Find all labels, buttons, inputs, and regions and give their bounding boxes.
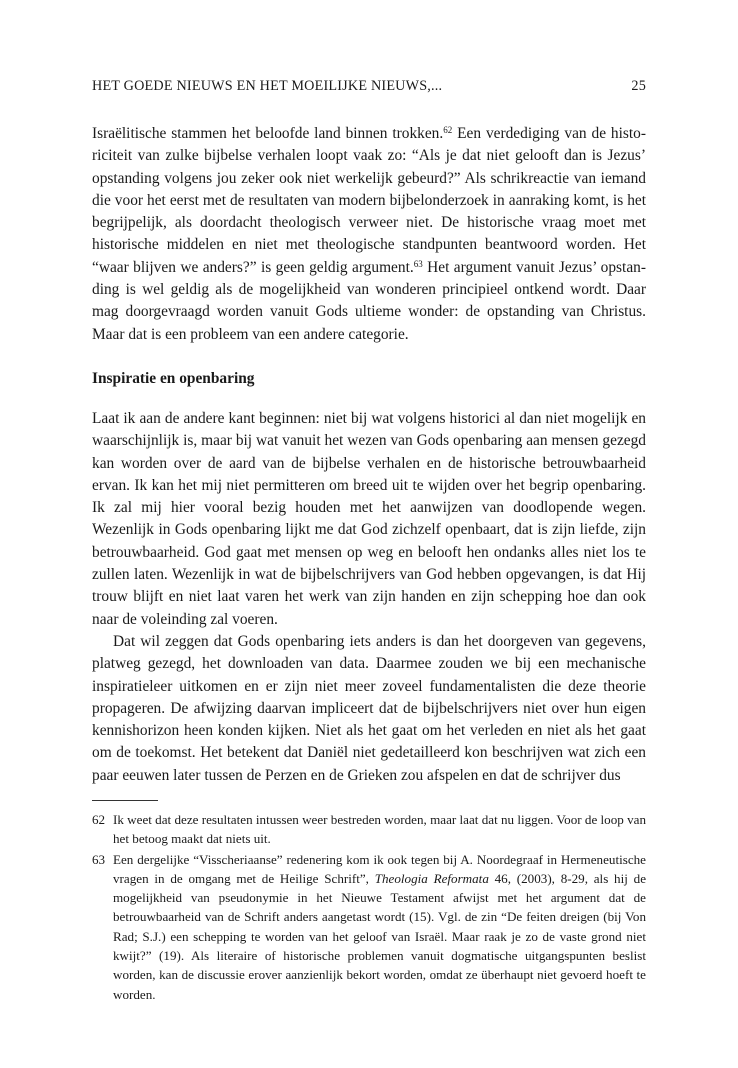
paragraph-1-text-a: Israëlitische stammen het beloofde land binnen trokken. [92,125,444,142]
footnote-63 [92,850,646,1004]
footnote-ref-63[interactable]: 63 [413,258,423,269]
page-number: 25 [631,78,646,94]
footnotes [92,810,646,1005]
footnote-number: 63 [92,851,106,867]
footnote-separator [92,800,158,801]
section-heading: Inspiratie en openbaring [92,370,255,387]
running-head [92,78,646,98]
footnote-62 [92,810,646,849]
running-head-title: HET GOEDE NIEUWS EN HET MOEILIJKE NIEUWS,... [92,78,443,94]
footnote-number: 62 [92,812,106,827]
paragraph-1 [92,123,646,346]
footnote-ref-62[interactable]: 62 [443,125,453,135]
footnote-text-b: 46, (2003), 8-29, als hij de mogelijkheid van pseudonymie in het Nieuwe Testament afwijst met het argument dat de betrouwbaarheid van de Schrift anders aangetast wordt (15). Vgl. de zin “De feiten dreigen (bij Von Rad; S.J.) een schepping te worden van het geloof van Israël. Maar raak je zo de vaste grond niet kwijt?” (19). Als literaire of historische problemen vanuit dogmatische uitgangspunten beslist worden, kan de discussie erover aanzienlijk bekort worden, omdat ze überhaupt niet gevoerd hoeft te worden. [113,870,647,1002]
paragraph-2: Laat ik aan de andere kant beginnen: niet bij wat volgens historici al dan niet mogelijk en waarschijnlijk is, maar bij wat vanuit het wezen van Gods openbaring aan mensen gezegd kan worden over de aard van de bijbelse verhalen en de historische betrouwbaarheid ervan. Ik kan het mij niet permitteren om breed uit te wijden over het begrip openbaring. Ik zal mij hier vooral bezig houden met het aanwijzen van doodlopende wegen. Wezenlijk in Gods openbaring lijkt me dat God zichzelf openbaart, dat is zijn liefde, zijn betrouwbaarheid. God gaat met mensen op weg en belooft hen ondanks alles niet los te zullen laten. Wezenlijk in wat de bijbelschrijvers van God hebben opgevangen, is dat Hij trouw blijft en niet laat varen het werk van zijn handen en zijn schepping hoe dan ook naar de voleinding zal voeren. [92,410,646,628]
footnote-text-a: Een dergelijke “Visscheriaanse” redenering kom ik ook tegen bij A. Noordegraaf in Hermeneutische vragen in de omgang met de Heilige Schrift”, [113,851,646,886]
section-body [92,408,646,787]
journal-title: Theologia Reformata [374,870,489,886]
paragraph-1-text-b: Een verdediging van de historiciteit van zulke bijbelse verhalen loopt vaak zo: “Als je dat niet gelooft dan is Jezus’ opstanding volgens jou zeker ook niet werkelijk gebeurd?” Als schrikreactie van iemand die voor het eerst met de resultaten van modern bijbelonderzoek in aanraking komt, is het begrijpelijk, als doordacht theologisch verweer niet. De historische vraag moet met historische middelen en niet met theologische standpunten beantwoord worden. Het “waar blijven we anders?” is geen geldig argument. [92,125,647,276]
paragraph-3: Dat wil zeggen dat Gods openbaring iets anders is dan het doorgeven van gegevens, platweg gezegd, het downloaden van data. Daarmee zouden we bij een mechanische inspiratieleer uitkomen en er zijn niet meer zoveel fundamentalisten die deze theorie propageren. De afwijzing daarvan impliceert dat de bijbelschrijvers niet over hun eigen kennishorizon heen konden kijken. Niet als het gaat om het verleden en niet als het gaat om de toekomst. Het betekent dat Daniël niet gedetailleerd kon beschrijven wat zich een paar eeuwen later tussen de Perzen en de Grieken zou afspelen en dat de schrijver dus [92,632,646,784]
footnote-text: Ik weet dat deze resultaten intussen weer bestreden worden, maar laat dat nu liggen. Voor de loop van het betoog maakt dat niets uit. [113,812,646,847]
paragraph-1-text-c: Het argument vanuit Jezus’ opstanding is wel geldig als de mogelijkheid van wonderen principieel ontkend wordt. Daar mag doorgevraagd worden vanuit Gods ultieme wonder: de opstanding van Christus. Maar dat is een probleem van een andere categorie. [92,258,646,343]
